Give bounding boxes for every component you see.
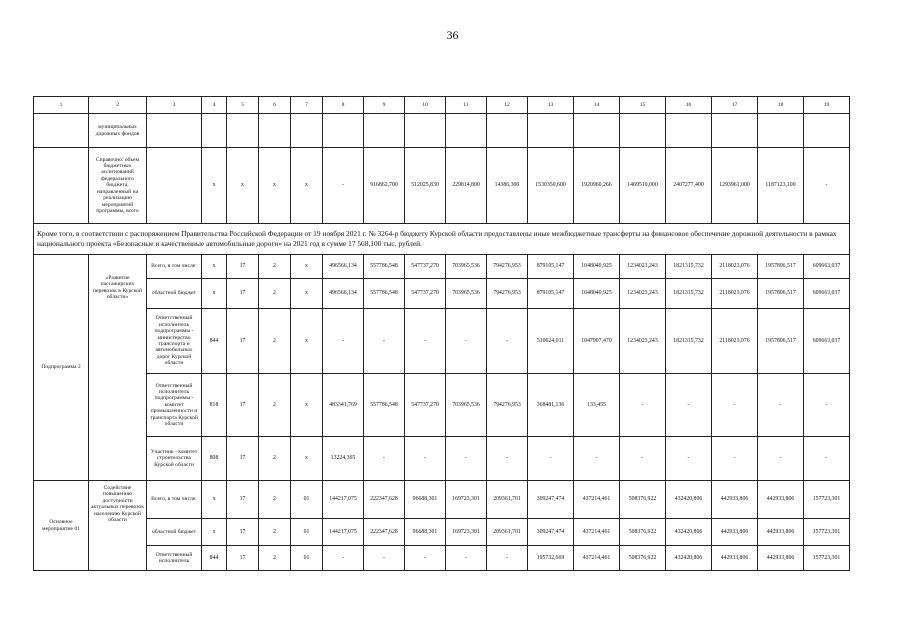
value-cell: x (291, 374, 323, 437)
header-cell: 4 (202, 97, 227, 114)
value-cell: - (405, 546, 446, 571)
value-cell: 432420,806 (666, 519, 712, 546)
value-cell: 609663,037 (804, 279, 850, 309)
value-cell: 557786,548 (364, 255, 405, 279)
value-cell: 794276,953 (487, 279, 528, 309)
value-cell: x (291, 309, 323, 374)
value-cell: 2118023,076 (712, 279, 758, 309)
value-cell: 2118023,076 (712, 255, 758, 279)
value-cell: x (291, 279, 323, 309)
value-cell: 229814,800 (446, 148, 487, 224)
value-cell: 510624,011 (528, 309, 574, 374)
header-cell: 11 (446, 97, 487, 114)
value-cell: 703965,536 (446, 255, 487, 279)
row-label: Всего, в том числе: (147, 481, 202, 519)
value-cell: 1469510,000 (620, 148, 666, 224)
value-cell: - (364, 437, 405, 481)
cell (34, 114, 89, 148)
value-cell: 144217,075 (323, 481, 364, 519)
value-cell: 17 (227, 255, 259, 279)
value-cell: 442933,806 (712, 546, 758, 571)
value-cell: 1821315,732 (666, 279, 712, 309)
value-cell: 195732,669 (528, 546, 574, 571)
value-cell: 17 (227, 279, 259, 309)
value-cell: 2407277,400 (666, 148, 712, 224)
value-cell: - (364, 546, 405, 571)
row-label: Справочно: объем бюджетных ассигнований федерального бюджета, направленный на реализацию мероприятий программы, всего (89, 148, 147, 224)
header-cell: 8 (323, 97, 364, 114)
header-cell: 17 (712, 97, 758, 114)
value-cell: 808 (202, 437, 227, 481)
header-cell: 1 (34, 97, 89, 114)
row-label: Ответственный исполнитель подпрограммы - комитет промышленности и транспорта Курской области (147, 374, 202, 437)
value-cell: - (666, 437, 712, 481)
value-cell: 794276,953 (487, 374, 528, 437)
value-cell: - (446, 546, 487, 571)
value-cell: 133,455 (574, 374, 620, 437)
value-cell: 442933,806 (712, 519, 758, 546)
value-cell: 879105,147 (528, 279, 574, 309)
value-cell: 17 (227, 519, 259, 546)
header-row (34, 97, 850, 114)
value-cell: 916862,700 (364, 148, 405, 224)
table-row (34, 114, 850, 148)
value-cell: 1048040,925 (574, 279, 620, 309)
subprogram-label: Подпрограмма 2 (34, 255, 89, 481)
value-cell: x (202, 481, 227, 519)
value-cell: 609663,037 (804, 309, 850, 374)
value-cell: 222347,628 (364, 519, 405, 546)
value-cell: 157723,301 (804, 519, 850, 546)
table-row (34, 374, 850, 437)
value-cell: 96688,301 (405, 519, 446, 546)
value-cell: x (202, 255, 227, 279)
value-cell: - (804, 148, 850, 224)
value-cell: 437214,461 (574, 481, 620, 519)
value-cell: 2 (259, 374, 291, 437)
value-cell: x (227, 148, 259, 224)
value-cell: - (323, 546, 364, 571)
value-cell: 557786,548 (364, 279, 405, 309)
row-label: Всего, в том числе: (147, 255, 202, 279)
value-cell: 17 (227, 546, 259, 571)
value-cell: 547737,270 (405, 374, 446, 437)
value-cell: 1920960,266 (574, 148, 620, 224)
value-cell: 1957806,517 (758, 309, 804, 374)
value-cell: 1047907,470 (574, 309, 620, 374)
value-cell: 368481,136 (528, 374, 574, 437)
value-cell: - (446, 437, 487, 481)
value-cell: 442933,806 (758, 481, 804, 519)
value-cell: 17 (227, 481, 259, 519)
value-cell: - (758, 374, 804, 437)
value-cell: 17 (227, 309, 259, 374)
value-cell: 432420,806 (666, 481, 712, 519)
value-cell: 2 (259, 279, 291, 309)
value-cell: 547737,270 (405, 279, 446, 309)
row-label: муниципальных дорожных фондов (89, 114, 147, 148)
value-cell: - (758, 437, 804, 481)
header-cell: 13 (528, 97, 574, 114)
note-text: Кроме того, в соответствии с распоряжением Правительства Российской Федерации от 19 ноября 2021 г. № 3264-р бюджету Курской области предоставлены иные межбюджетные трансферты на финансовое обеспечение дорожной деятельности в рамках национального проекта «Безопасные и качественные автомобильные дороги» на 2021 год в сумме 17 568,100 тыс. рублей. (34, 224, 850, 255)
value-cell: x (202, 279, 227, 309)
value-cell: 703965,536 (446, 374, 487, 437)
value-cell: 512025,830 (405, 148, 446, 224)
value-cell: 222347,628 (364, 481, 405, 519)
note-row (34, 224, 850, 255)
value-cell: - (405, 437, 446, 481)
header-cell: 10 (405, 97, 446, 114)
value-cell: - (574, 437, 620, 481)
value-cell: 2118023,076 (712, 309, 758, 374)
value-cell: 442933,806 (758, 519, 804, 546)
value-cell: 1530350,600 (528, 148, 574, 224)
value-cell: 157723,301 (804, 546, 850, 571)
value-cell: 1293961,000 (712, 148, 758, 224)
value-cell: - (323, 309, 364, 374)
header-cell: 16 (666, 97, 712, 114)
value-cell: - (712, 374, 758, 437)
value-cell: 432420,806 (666, 546, 712, 571)
value-cell: 169723,301 (446, 481, 487, 519)
value-cell: - (487, 546, 528, 571)
value-cell: - (487, 437, 528, 481)
value-cell: - (804, 437, 850, 481)
header-cell: 3 (147, 97, 202, 114)
value-cell: - (666, 374, 712, 437)
table-row (34, 519, 850, 546)
value-cell: 703965,536 (446, 279, 487, 309)
budget-table (33, 96, 850, 571)
value-cell: 01 (291, 519, 323, 546)
row-label: Ответственный исполнитель (147, 546, 202, 571)
table-row (34, 279, 850, 309)
value-cell: x (202, 148, 227, 224)
value-cell: 2 (259, 255, 291, 279)
value-cell: 2 (259, 309, 291, 374)
value-cell: 496566,134 (323, 255, 364, 279)
value-cell: 1234023,243 (620, 255, 666, 279)
header-cell: 2 (89, 97, 147, 114)
table-row (34, 546, 850, 571)
value-cell: 1187123,100 (758, 148, 804, 224)
value-cell: - (712, 437, 758, 481)
measure-label: Основное мероприятие 01 (34, 481, 89, 571)
table-row (34, 309, 850, 374)
value-cell: 2 (259, 519, 291, 546)
value-cell: x (202, 519, 227, 546)
value-cell: 1234023,243 (620, 279, 666, 309)
value-cell: - (620, 437, 666, 481)
value-cell: - (405, 309, 446, 374)
value-cell: 442933,806 (758, 546, 804, 571)
value-cell: - (620, 374, 666, 437)
header-cell: 7 (291, 97, 323, 114)
value-cell: x (259, 148, 291, 224)
header-cell: 14 (574, 97, 620, 114)
header-cell: 5 (227, 97, 259, 114)
value-cell: 209361,701 (487, 519, 528, 546)
value-cell: 2 (259, 481, 291, 519)
value-cell: 508376,922 (620, 519, 666, 546)
value-cell: 442933,806 (712, 481, 758, 519)
value-cell: - (446, 309, 487, 374)
value-cell: 437214,461 (574, 546, 620, 571)
value-cell: 01 (291, 546, 323, 571)
value-cell: - (323, 148, 364, 224)
value-cell: 818 (202, 374, 227, 437)
row-label: областной бюджет (147, 519, 202, 546)
value-cell: 309247,474 (528, 519, 574, 546)
value-cell: 2 (259, 546, 291, 571)
page-number: 36 (446, 28, 459, 42)
value-cell: 17 (227, 374, 259, 437)
value-cell: 508376,922 (620, 546, 666, 571)
value-cell: 844 (202, 309, 227, 374)
table-row (34, 255, 850, 279)
value-cell: 01 (291, 481, 323, 519)
value-cell: 2 (259, 437, 291, 481)
value-cell: - (487, 309, 528, 374)
header-cell: 19 (804, 97, 850, 114)
value-cell: - (528, 437, 574, 481)
value-cell: 1957806,517 (758, 279, 804, 309)
measure-title: Содействие повышению доступности актуальных перевозок населению Курской области (89, 481, 147, 571)
row-label: областной бюджет (147, 279, 202, 309)
value-cell: 1821315,732 (666, 309, 712, 374)
value-cell: 13224,365 (323, 437, 364, 481)
value-cell: 496566,134 (323, 279, 364, 309)
value-cell: 437214,461 (574, 519, 620, 546)
header-cell: 15 (620, 97, 666, 114)
value-cell: 309247,474 (528, 481, 574, 519)
table-row (34, 481, 850, 519)
value-cell: 547737,270 (405, 255, 446, 279)
value-cell: - (364, 309, 405, 374)
value-cell: 557786,548 (364, 374, 405, 437)
value-cell: x (291, 148, 323, 224)
table-row (34, 437, 850, 481)
cell (147, 148, 202, 224)
subprogram-title: «Развитие пассажирских перевозок в Курской области» (89, 255, 147, 481)
value-cell: 144217,075 (323, 519, 364, 546)
value-cell: 1957806,517 (758, 255, 804, 279)
value-cell: 508376,922 (620, 481, 666, 519)
value-cell: 609663,037 (804, 255, 850, 279)
header-cell: 18 (758, 97, 804, 114)
value-cell: 879105,147 (528, 255, 574, 279)
value-cell: x (291, 255, 323, 279)
value-cell: 14386,300 (487, 148, 528, 224)
row-label: Участник - комитет строительства Курской области (147, 437, 202, 481)
value-cell: 96688,301 (405, 481, 446, 519)
value-cell: 157723,301 (804, 481, 850, 519)
table-row-federal (34, 148, 850, 224)
value-cell: - (804, 374, 850, 437)
value-cell: 844 (202, 546, 227, 571)
header-cell: 12 (487, 97, 528, 114)
header-cell: 9 (364, 97, 405, 114)
value-cell: 794276,953 (487, 255, 528, 279)
header-cell: 6 (259, 97, 291, 114)
value-cell: 169723,301 (446, 519, 487, 546)
value-cell: 1234023,243 (620, 309, 666, 374)
value-cell: 209361,701 (487, 481, 528, 519)
value-cell: 17 (227, 437, 259, 481)
row-label: Ответственный исполнитель подпрограммы - министерство транспорта и автомобильных дорог Курской области (147, 309, 202, 374)
value-cell: 1048040,925 (574, 255, 620, 279)
value-cell: 483341,769 (323, 374, 364, 437)
value-cell: x (291, 437, 323, 481)
value-cell: 1821315,732 (666, 255, 712, 279)
cell (34, 148, 89, 224)
